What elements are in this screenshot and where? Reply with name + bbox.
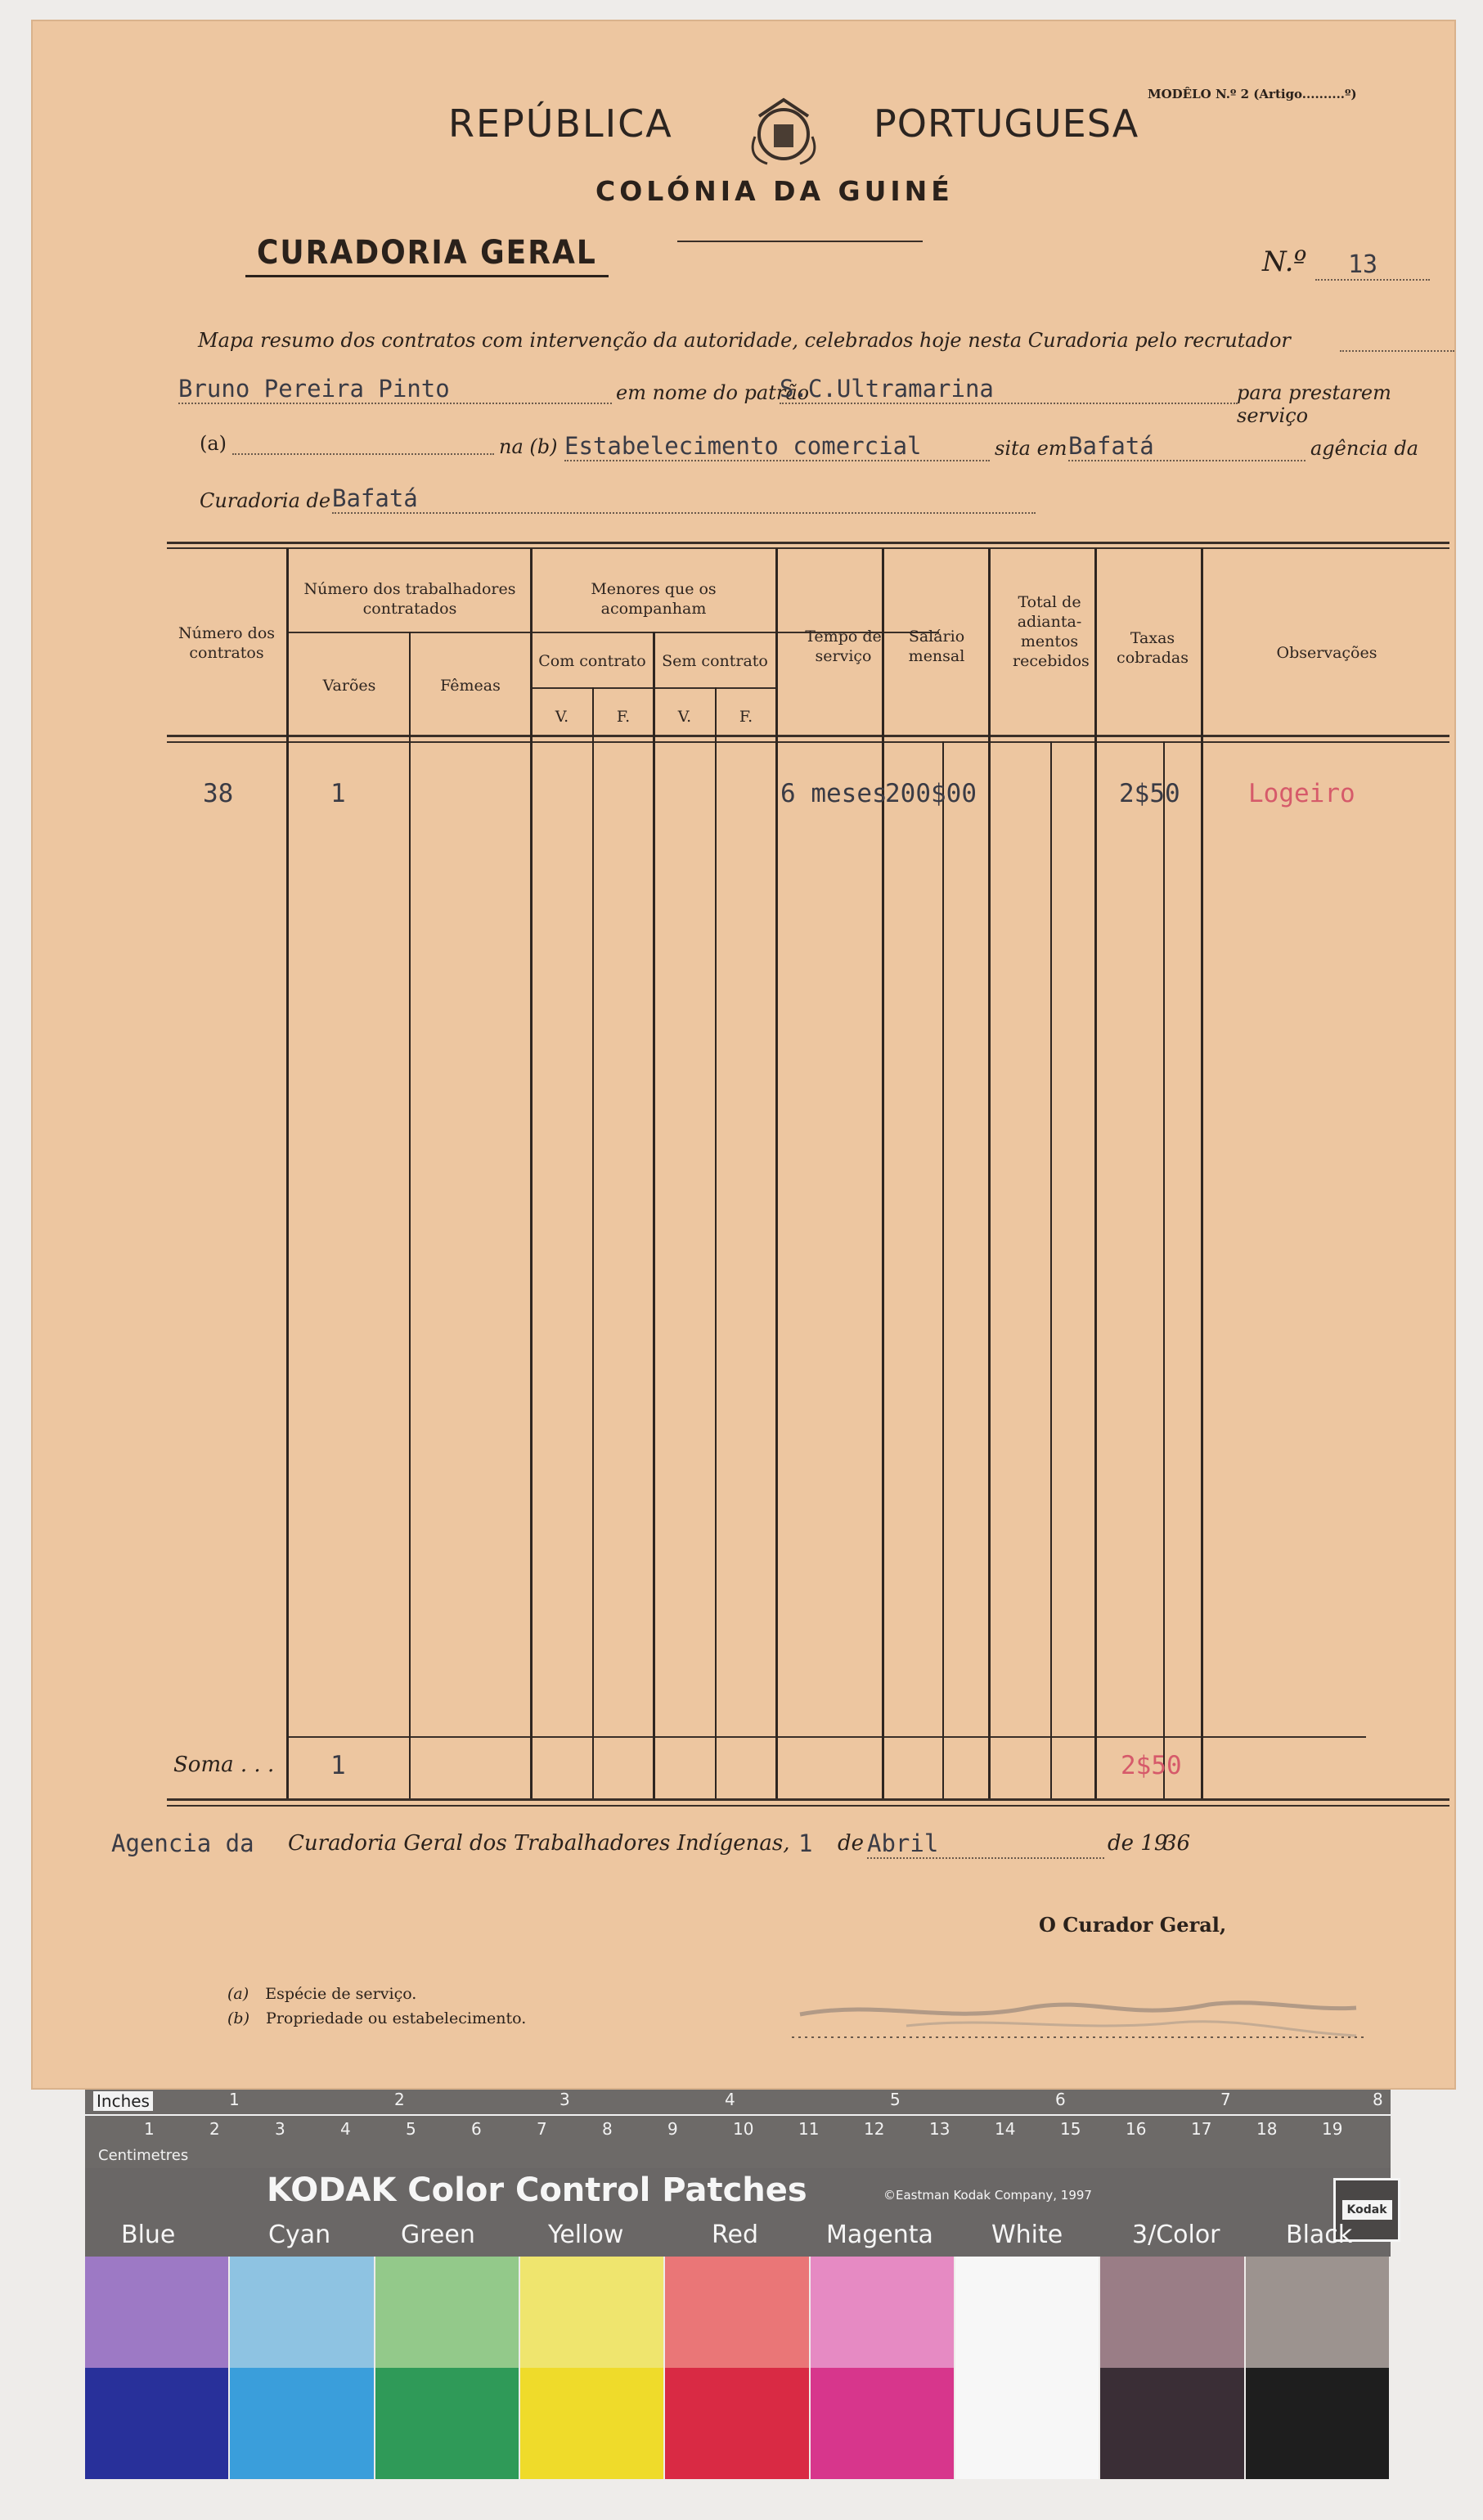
inch-mark-3: 3 (559, 2090, 570, 2109)
numero-value-text: 13 (1348, 250, 1378, 279)
recrutador-dots (1340, 350, 1454, 352)
col-divider-6 (715, 687, 717, 1798)
ruler-centimetres-label: Centimetres (98, 2147, 189, 2164)
patch-bottom-yellow (520, 2368, 663, 2479)
header-com-contrato: Com contrato (538, 652, 646, 670)
curadoria-de-text: Curadoria de (200, 489, 331, 512)
footnote-b-mark: (b) (227, 2009, 249, 2027)
title-republica: REPÚBLICA (448, 101, 673, 146)
header-com-v: V. (555, 708, 569, 726)
signature-scribble (784, 1975, 1373, 2049)
table-top-rule (167, 542, 1449, 544)
col-divider-7 (775, 548, 778, 1798)
cm-mark-13: 13 (929, 2119, 950, 2139)
header-menores: Menores que os acompanham (591, 580, 717, 618)
color-name-magenta: Magenta (826, 2221, 933, 2249)
curador-geral-signature-label: O Curador Geral, (1039, 1913, 1227, 1937)
soma-varoes: 1 (330, 1751, 346, 1780)
header-bottom-rule-2 (167, 741, 1449, 743)
para-prestarem-text: para prestarem serviço (1237, 381, 1391, 427)
patch-top-black (1246, 2257, 1389, 2368)
patch-top-magenta (811, 2257, 954, 2368)
header-taxas: Taxas cobradas (1117, 629, 1189, 667)
patch-top-green (375, 2257, 519, 2368)
em-nome-text: em nome do patrão (616, 381, 810, 404)
cm-mark-2: 2 (209, 2119, 220, 2139)
date-line (111, 1829, 1387, 1870)
color-name-yellow: Yellow (548, 2221, 624, 2249)
patch-top-blue (85, 2257, 228, 2368)
row-tempo: 6 meses (780, 779, 888, 808)
cm-mark-16: 16 (1126, 2119, 1147, 2139)
form-line-3 (88, 432, 1454, 465)
inch-mark-8: 8 (1373, 2090, 1383, 2109)
kodak-header-band (85, 2168, 1391, 2257)
table-bottom-rule (167, 1798, 1449, 1801)
date-year: 36 (1163, 1831, 1191, 1856)
cm-mark-4: 4 (340, 2119, 351, 2139)
header-sem-v: V. (677, 708, 692, 726)
cm-mark-19: 19 (1322, 2119, 1343, 2139)
sita-em-text: sita em (995, 437, 1067, 460)
col-divider-3 (530, 548, 533, 1798)
cm-mark-17: 17 (1191, 2119, 1212, 2139)
agencia-da-text: agência da (1310, 437, 1419, 460)
color-name-green: Green (401, 2221, 475, 2249)
row-observacoes: Logeiro (1248, 779, 1355, 808)
inch-mark-4: 4 (725, 2090, 735, 2109)
table-bottom-rule-2 (167, 1805, 1449, 1807)
color-name-blue: Blue (121, 2221, 176, 2249)
mapa-resumo-text: Mapa resumo dos contratos com intervenção da autoridade, celebrados hoje nesta Curadoria pelo recrutador (198, 329, 1291, 352)
col-divider-10 (988, 548, 991, 1798)
header-com-f: F. (616, 708, 631, 726)
row-varoes: 1 (330, 779, 346, 808)
contracts-table (167, 542, 1449, 1815)
soma-label: Soma . . . (173, 1753, 275, 1777)
inch-mark-5: 5 (890, 2090, 901, 2109)
cm-mark-15: 15 (1060, 2119, 1081, 2139)
cm-mark-7: 7 (537, 2119, 547, 2139)
row-numero: 38 (203, 779, 234, 808)
cm-mark-3: 3 (275, 2119, 285, 2139)
header-trabalhadores: Número dos trabalhadores contratados (303, 580, 516, 618)
date-month: Abril (867, 1829, 1104, 1859)
col-divider-11 (1050, 741, 1052, 1798)
ruler-midline (85, 2114, 1391, 2116)
patch-top-3color (1100, 2257, 1243, 2368)
patch-bottom-blue (85, 2368, 228, 2479)
table-top-rule-2 (167, 547, 1449, 549)
col-divider-9 (942, 741, 944, 1798)
estabelecimento-value: Estabelecimento comercial (564, 432, 990, 461)
patch-top-white (955, 2257, 1099, 2368)
header-sem-contrato: Sem contrato (662, 652, 768, 670)
color-name-cyan: Cyan (268, 2221, 331, 2249)
inch-mark-6: 6 (1055, 2090, 1066, 2109)
modelo-label: MODÊLO N.º 2 (Artigo..........º) (1148, 87, 1357, 101)
form-line-2 (88, 375, 1454, 427)
footnote-a (227, 1985, 416, 2003)
ruler-inches-label: Inches (93, 2091, 153, 2111)
col-divider-1 (286, 548, 289, 1798)
form-line-4 (88, 484, 1454, 517)
patch-bottom-green (375, 2368, 519, 2479)
numero-value (1315, 250, 1430, 281)
inch-mark-1: 1 (229, 2090, 240, 2109)
header-femeas: Fêmeas (440, 677, 501, 695)
measurement-ruler (85, 2090, 1391, 2168)
soma-top-rule (286, 1736, 1366, 1738)
patrao-name: S.C.Ultramarina (780, 375, 1238, 404)
cm-mark-12: 12 (864, 2119, 885, 2139)
col-divider-4 (592, 687, 594, 1798)
a-label: (a) (200, 432, 227, 455)
patch-top-yellow (520, 2257, 663, 2368)
cm-mark-10: 10 (733, 2119, 754, 2139)
header-bottom-rule (167, 735, 1449, 737)
soma-taxas: 2$50 (1121, 1751, 1182, 1780)
color-name-white: White (991, 2221, 1063, 2249)
cm-mark-6: 6 (471, 2119, 482, 2139)
kodak-title: KODAK Color Control Patches (267, 2171, 807, 2209)
recruiter-name: Bruno Pereira Pinto (178, 375, 612, 404)
patch-bottom-black (1246, 2368, 1389, 2479)
patch-bottom-magenta (811, 2368, 954, 2479)
kodak-logo-text: Kodak (1342, 2200, 1392, 2220)
header-total-adiantamentos: Total de adianta- mentos recebidos (1013, 593, 1090, 670)
date-day: 1 (798, 1829, 813, 1857)
col-divider-12 (1094, 548, 1097, 1798)
header-salario: Salário mensal (908, 628, 965, 665)
curadoria-geral-title: CURADORIA GERAL (245, 234, 609, 277)
na-b-label: na (b) (499, 435, 558, 458)
header-divider (677, 241, 923, 242)
patch-top-cyan (230, 2257, 373, 2368)
a-dots (232, 453, 494, 455)
col-divider-8 (882, 548, 884, 1798)
col-divider-2 (409, 632, 411, 1798)
row-salario: 200$00 (885, 779, 977, 808)
patch-bottom-white (955, 2368, 1099, 2479)
header-tempo-servico: Tempo de serviço (805, 628, 882, 665)
cm-mark-1: 1 (144, 2119, 155, 2139)
header-numero-contratos: Número dos contratos (178, 624, 276, 662)
patch-top-red (665, 2257, 808, 2368)
cm-mark-11: 11 (798, 2119, 820, 2139)
header-observacoes: Observações (1276, 644, 1377, 662)
header-varoes: Varões (322, 677, 376, 695)
cm-mark-18: 18 (1256, 2119, 1278, 2139)
footnote-a-mark: (a) (227, 1985, 249, 2003)
color-name-black: Black (1286, 2221, 1353, 2249)
agencia-typed: Agencia da (111, 1829, 254, 1857)
col-divider-13 (1163, 741, 1165, 1798)
patch-bottom-red (665, 2368, 808, 2479)
colonia-title: COLÓNIA DA GUINÉ (595, 175, 954, 207)
form-line-1 (88, 329, 1454, 362)
cm-mark-8: 8 (602, 2119, 613, 2139)
footnote-b (227, 2009, 526, 2027)
title-portuguesa: PORTUGUESA (874, 101, 1139, 146)
numero-label: N.º (1262, 245, 1307, 278)
document-sheet (31, 20, 1456, 2090)
coat-of-arms-emblem (743, 92, 825, 173)
cm-mark-14: 14 (995, 2119, 1016, 2139)
col-divider-14 (1201, 548, 1203, 1798)
footnote-b-text: Propriedade ou estabelecimento. (266, 2009, 527, 2027)
local-value: Bafatá (1068, 432, 1305, 461)
cm-mark-9: 9 (667, 2119, 678, 2139)
patch-bottom-3color (1100, 2368, 1243, 2479)
color-name-3color: 3/Color (1132, 2221, 1220, 2249)
header-sem-f: F. (739, 708, 753, 726)
date-de-19: de 19 (1108, 1831, 1168, 1856)
color-name-row (85, 2221, 1391, 2253)
inch-mark-7: 7 (1220, 2090, 1231, 2109)
curadoria-local-value: Bafatá (332, 484, 1036, 514)
agencia-rest-text: Curadoria Geral dos Trabalhadores Indígenas, (288, 1831, 790, 1856)
patch-bottom-cyan (230, 2368, 373, 2479)
footnote-a-text: Espécie de serviço. (265, 1985, 417, 2003)
color-name-red: Red (712, 2221, 758, 2249)
color-patches (85, 2257, 1391, 2479)
col-divider-5 (653, 632, 655, 1798)
kodak-copyright: ©Eastman Kodak Company, 1997 (883, 2188, 1092, 2203)
cm-mark-5: 5 (406, 2119, 416, 2139)
row-taxas: 2$50 (1119, 779, 1180, 808)
inch-mark-2: 2 (394, 2090, 405, 2109)
date-de-1: de (838, 1831, 865, 1856)
